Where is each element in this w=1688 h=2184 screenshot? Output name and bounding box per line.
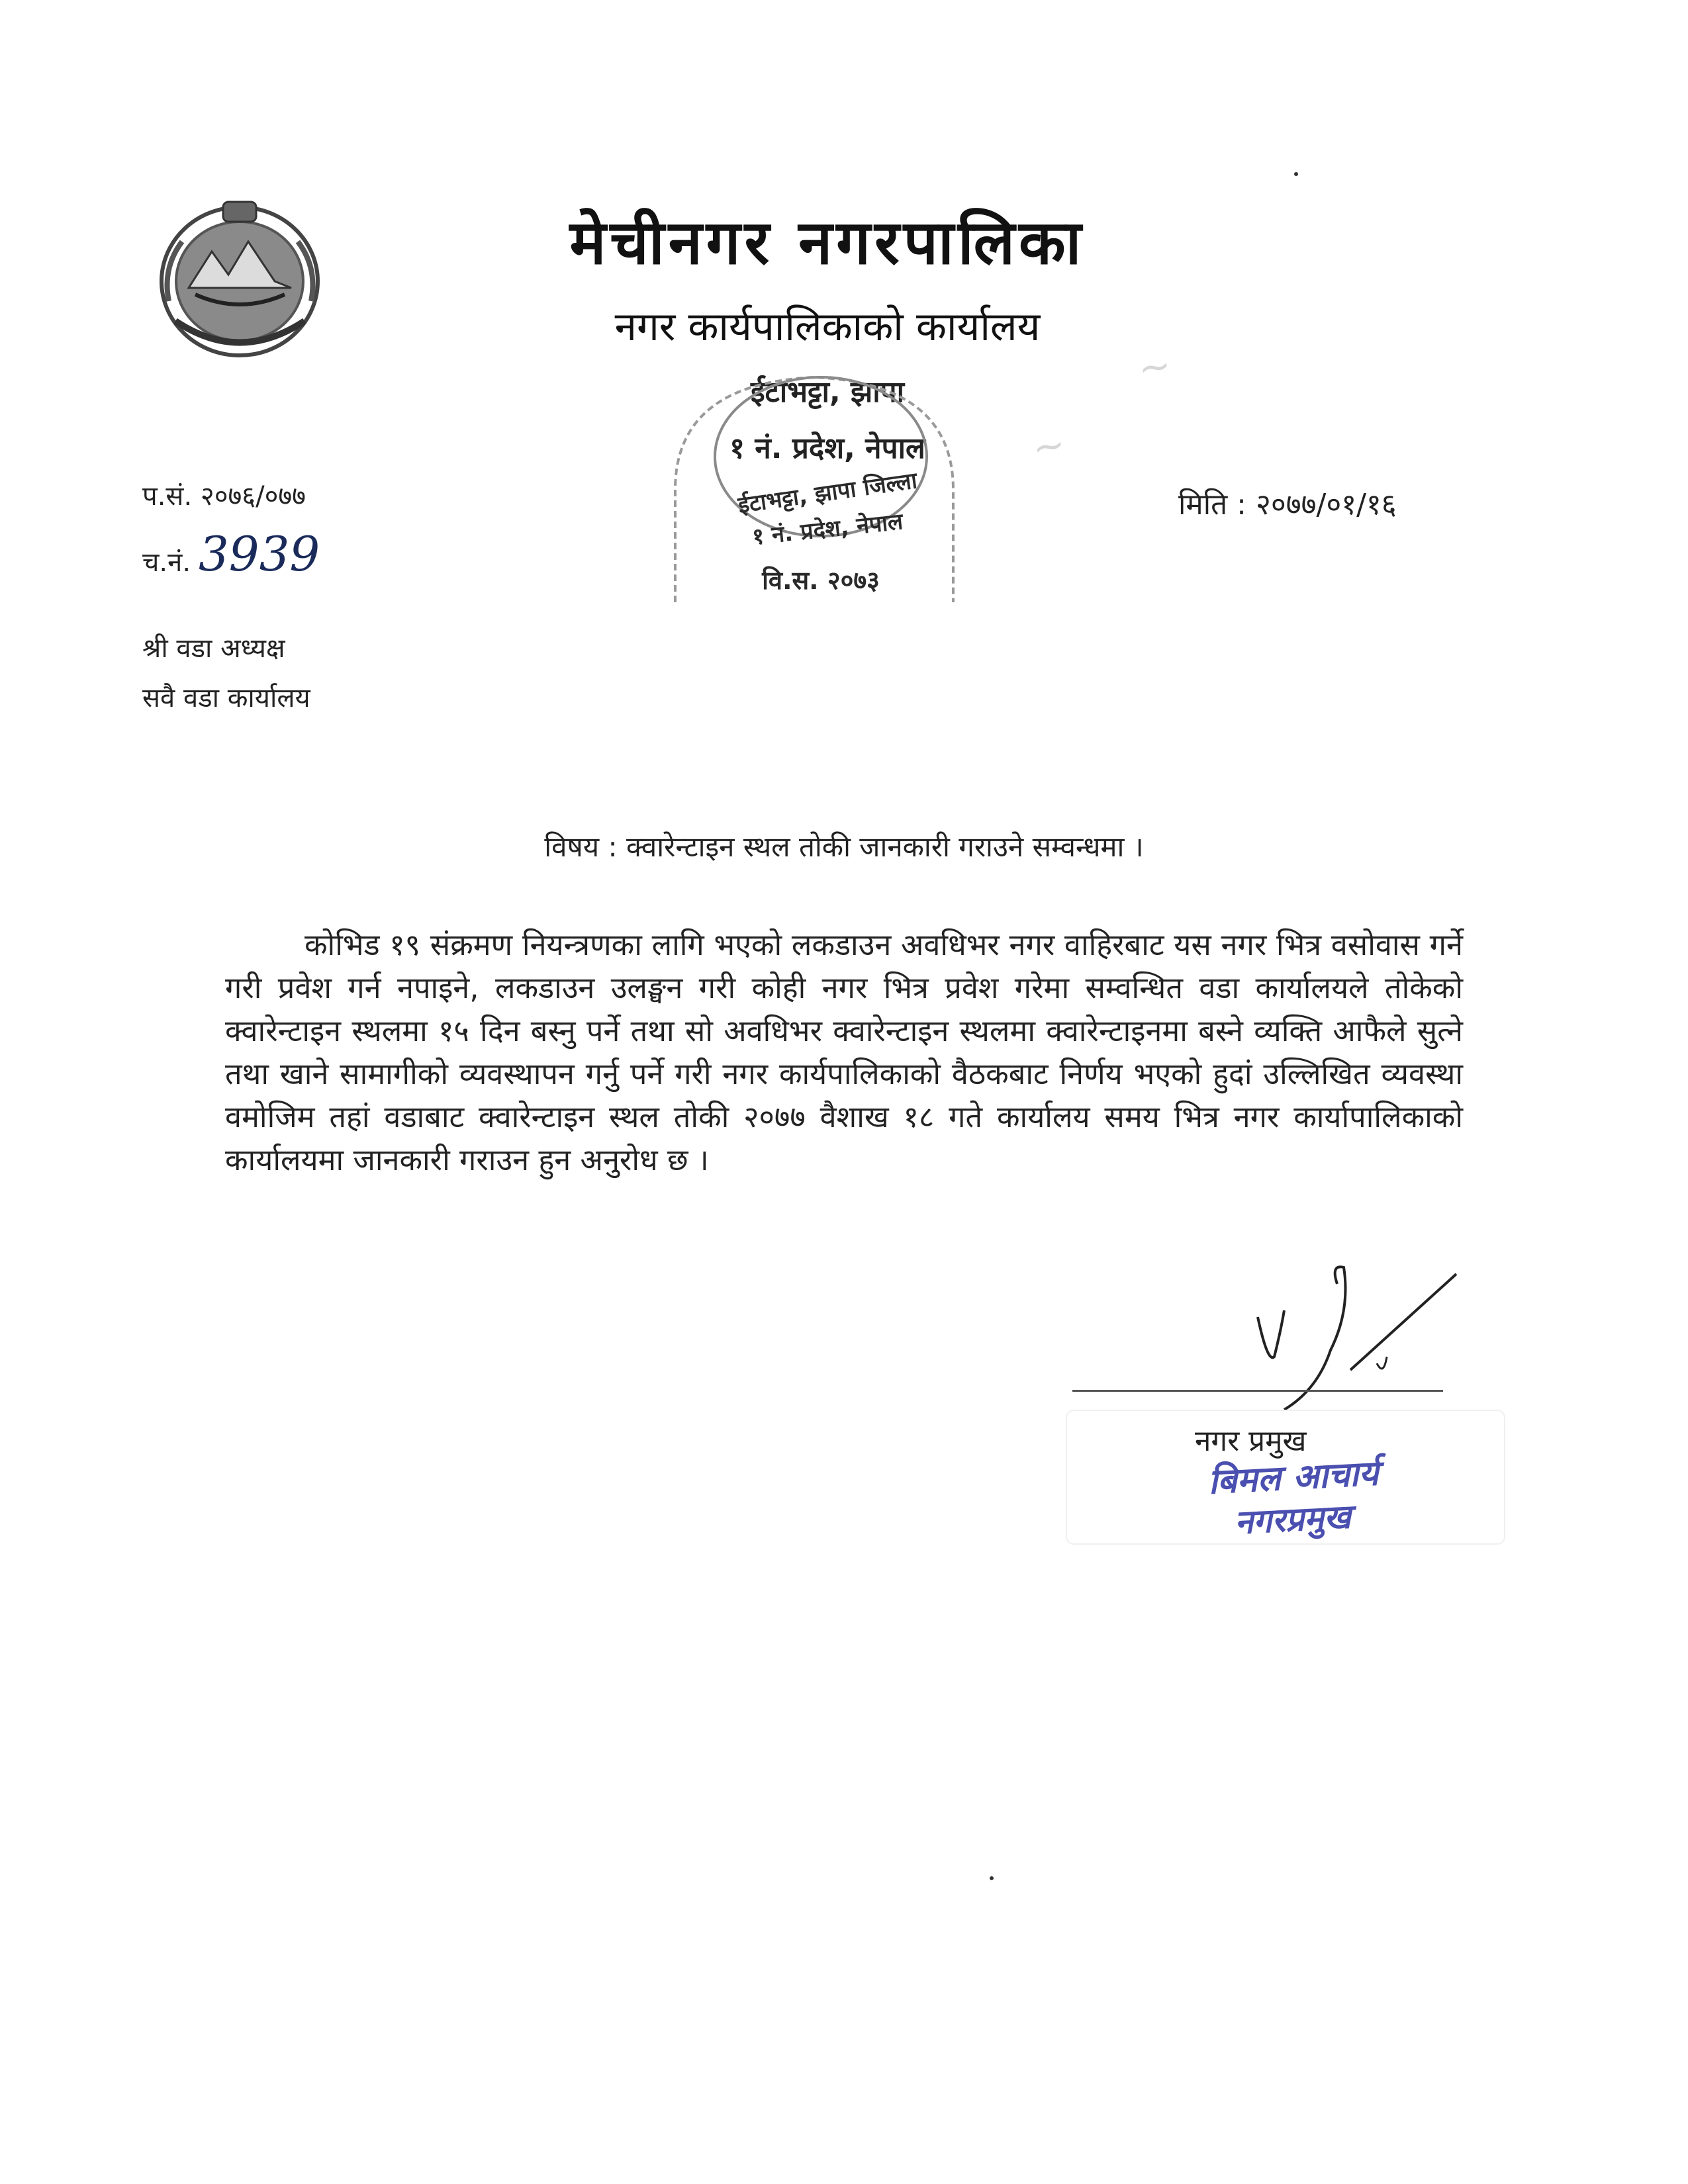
recipient-line: श्री वडा अध्यक्ष xyxy=(142,633,285,664)
stamp-year: वि.स. २०७३ xyxy=(762,566,880,595)
reference-number: प.सं. २०७६/०७७ xyxy=(142,481,306,512)
recipient-office: सवै वडा कार्यालय xyxy=(142,683,310,713)
signature-line xyxy=(1072,1390,1443,1392)
stamp-province: १ नं. प्रदेश, नेपाल xyxy=(751,508,904,551)
dispatch-number-label: च.नं. xyxy=(142,547,191,578)
signatory-title: नगर प्रमुख xyxy=(1195,1424,1307,1458)
letter-subject: विषय : क्वारेन्टाइन स्थल तोकी जानकारी गराउने सम्वन्धमा । xyxy=(544,831,1144,863)
letter-body: कोभिड १९ संक्रमण नियन्त्रणका लागि भएको लकडाउन अवधिभर नगर वाहिरबाट यस नगर भित्र वसोवास गर्ने गरी प्रवेश गर्न नपाइने, लकडाउन उलङ्घन गरी कोही नगर भित्र प्रवेश गरेमा सम्वन्धित वडा कार्यालयले तोकेको क्वारेन्टाइन स्थलमा १५ दिन बस्नु पर्ने तथा सो अवधिभर क्वारेन्टाइन स्थलमा क्वारेन्टाइनमा बस्ने व्यक्ति आफैले सुत्ने तथा खाने सामागीको व्यवस्थापन गर्नु पर्ने गरी नगर कार्यपालिकाको वैठकबाट निर्णय भएको हुदां उल्लिखित व्यवस्था वमोजिम तहां वडाबाट क्वारेन्टाइन स्थल तोकी २०७७ वैशाख १८ गते कार्यालय समय भित्र नगर कार्यापालिकाको कार्यालयमा जानकारी गराउन हुन अनुरोध छ । xyxy=(225,927,1463,1177)
pencil-mark: ~ xyxy=(1135,341,1174,392)
pencil-mark: ~ xyxy=(1029,421,1069,471)
signatory-name-stamp: बिमल आचार्य xyxy=(1207,1453,1380,1502)
nepal-emblem-icon xyxy=(149,189,331,367)
stamp-district: ईटाभट्टा, झापा जिल्ला xyxy=(736,467,919,519)
scan-speck xyxy=(990,1876,994,1880)
office-subtitle: नगर कार्यपालिकाको कार्यालय xyxy=(614,304,1041,350)
scan-speck xyxy=(1294,172,1298,176)
signatory-role-stamp: नगरप्रमुख xyxy=(1233,1497,1352,1542)
handwritten-signature xyxy=(1244,1257,1470,1423)
office-address: ईटाभट्टा, झापा xyxy=(750,375,905,409)
municipality-title: मेचीनगर नगरपालिका xyxy=(569,206,1086,278)
dispatch-number-handwritten: 3939 xyxy=(199,526,320,582)
letter-date: मिति : २०७७/०१/१६ xyxy=(1178,488,1397,522)
office-province: १ नं. प्रदेश, नेपाल xyxy=(729,432,925,465)
